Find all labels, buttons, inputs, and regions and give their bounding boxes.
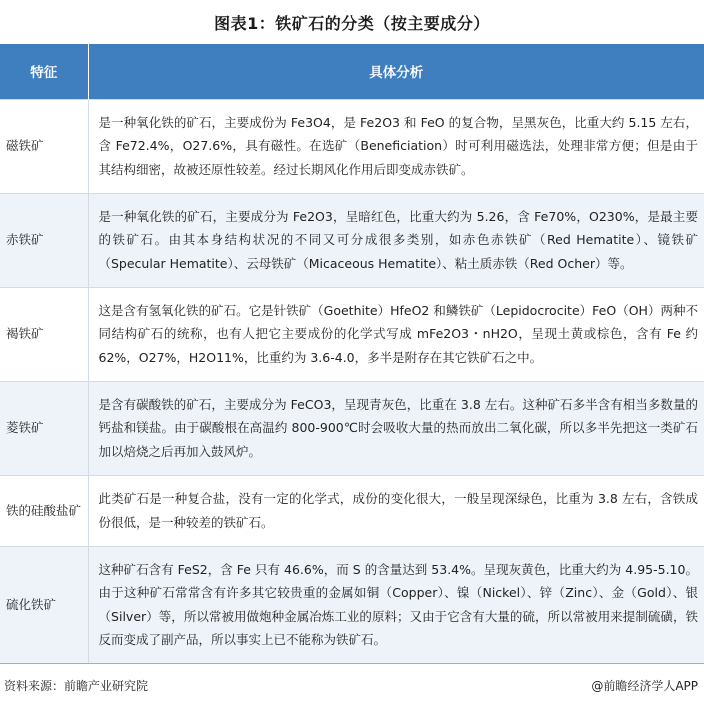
row-analysis: 这种矿石含有 FeS2，含 Fe 只有 46.6%，而 S 的含量达到 53.4%。呈现灰黄色，比重大约为 4.95-5.10。由于这种矿石常常含有许多其它较贵重的金属如铜（Copper）、镍（Nickel）、锌（Zinc）、金（Gold）、银（Silver）等，所以常被用做炮种金属冶炼工业的原料；又由于它含有大量的硫，所以常被用来提制硫磺，铁反而变成了副产品，所以事实上已不能称为铁矿石。 <box>88 546 704 663</box>
row-feature: 磁铁矿 <box>0 99 88 193</box>
table-row <box>0 193 704 287</box>
table-row <box>0 99 704 193</box>
table-row <box>0 475 704 546</box>
row-feature: 铁的硅酸盐矿 <box>0 475 88 546</box>
header-row <box>0 44 704 99</box>
footer <box>0 668 704 703</box>
brand-text: @前瞻经济学人APP <box>591 679 698 693</box>
table-row <box>0 381 704 475</box>
iron-ore-table <box>0 44 704 664</box>
source-text: 资料来源：前瞻产业研究院 <box>4 679 149 693</box>
header-feature: 特征 <box>0 44 88 99</box>
row-analysis: 此类矿石是一种复合盐，没有一定的化学式，成份的变化很大，一般呈现深绿色，比重为 3.8 左右，含铁成份很低，是一种较差的铁矿石。 <box>88 475 704 546</box>
row-feature: 菱铁矿 <box>0 381 88 475</box>
row-analysis: 是一种氧化铁的矿石，主要成份为 Fe3O4，是 Fe2O3 和 FeO 的复合物，呈黑灰色，比重大约 5.15 左右，含 Fe72.4%，O27.6%，具有磁性。在选矿（Beneficiation）时可利用磁选法，处理非常方便；但是由于其结构细密，故被还原性较差。经过长期风化作用后即变成赤铁矿。 <box>88 99 704 193</box>
row-analysis: 是一种氧化铁的矿石，主要成分为 Fe2O3，呈暗红色，比重大约为 5.26，含 Fe70%，O230%，是最主要的铁矿石。由其本身结构状况的不同又可分成很多类别，如赤色赤铁矿（Red Hematite）、镜铁矿（Specular Hematite）、云母铁矿（Micaceous Hematite）、粘土质赤铁（Red Ocher）等。 <box>88 193 704 287</box>
table-row <box>0 287 704 381</box>
row-feature: 赤铁矿 <box>0 193 88 287</box>
row-feature: 硫化铁矿 <box>0 546 88 663</box>
table-title: 图表1：铁矿石的分类（按主要成分） <box>214 13 490 33</box>
row-analysis: 这是含有氢氧化铁的矿石。它是针铁矿（Goethite）HfeO2 和鳞铁矿（Lepidocrocite）FeO（OH）两种不同结构矿石的统称，也有人把它主要成份的化学式写成 mFe2O3・nH2O，呈现土黄或棕色，含有 Fe 约 62%，O27%，H2O11%，比重约为 3.6-4.0，多半是附存在其它铁矿石之中。 <box>88 287 704 381</box>
table-row <box>0 546 704 663</box>
row-feature: 褐铁矿 <box>0 287 88 381</box>
row-analysis: 是含有碳酸铁的矿石，主要成分为 FeCO3，呈现青灰色，比重在 3.8 左右。这种矿石多半含有相当多数量的钙盐和镁盐。由于碳酸根在高温约 800-900℃时会吸收大量的热而放出二氧化碳，所以多半先把这一类矿石加以焙烧之后再加入鼓风炉。 <box>88 381 704 475</box>
header-analysis: 具体分析 <box>88 44 704 99</box>
